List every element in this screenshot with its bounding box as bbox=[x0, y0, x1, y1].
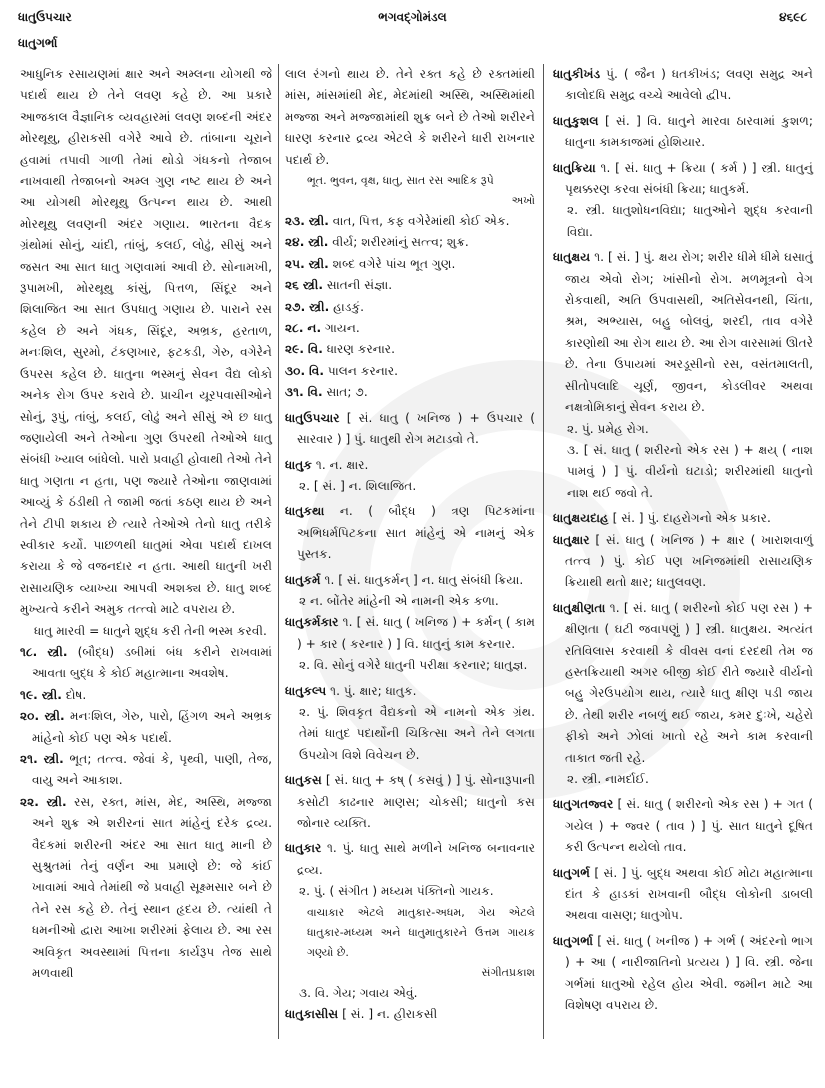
entry-body: ૧. [ સં. ધાતુ ( ખનિજ ) + કર્મન્ ( કામ ) + કાર ( કરનાર ) ] વિ. ધાતુનું કામ કરનાર. bbox=[297, 615, 536, 651]
sense-number: ૨૧. bbox=[20, 752, 38, 766]
sub-sense: ૩. [ સં. ધાતુ ( શરીરનો એક રસ ) + ક્ષય્ ( નાશ પામવું ) ] પું. વીર્યનો ઘટાડો; શરીરમાંથી ધાતુનો નાશ થઈ જવો તે. bbox=[567, 442, 813, 500]
headword: ધાતુકાસીસ bbox=[285, 1007, 339, 1022]
sense-number: ૨૭. bbox=[285, 299, 306, 314]
dictionary-entry bbox=[553, 158, 813, 201]
dictionary-entry bbox=[553, 931, 813, 1017]
paragraph: ધાતુ મારવી = ધાતુને શુદ્ધ કરી તેની ભસ્મ કરવી. bbox=[34, 623, 267, 638]
sense-number: ૨૫. bbox=[285, 256, 305, 271]
sub-sense: ૨ ન. બોંતેર માંહેની એ નામની એક કળા. bbox=[299, 593, 499, 608]
entry-body: ન. ( બૌદ્ધ ) ત્રણ પિટકમાંના અભિધર્મપિટકના સાત માંહેનું એ નામનું એક પુસ્તક. bbox=[297, 504, 535, 562]
grammar-tag: સ્ત્રી. bbox=[308, 214, 329, 229]
dictionary-entry bbox=[285, 770, 535, 834]
dictionary-entry bbox=[553, 508, 813, 529]
sense-entry bbox=[20, 685, 272, 706]
grammar-tag: વિ. bbox=[307, 385, 323, 400]
grammar-tag: ન. bbox=[307, 321, 322, 336]
sub-sense: ૨. સ્ત્રી. ધાતુશોધનવિદ્યા; ધાતુઓને શુદ્ધ કરવાની વિદ્યા. bbox=[567, 203, 813, 239]
grammar-tag: સ્ત્રી. bbox=[47, 644, 68, 659]
entry-body: ૧. પું. ધાતુ સાથે મળીને ખનિજ બનાવનાર દ્રવ્ય. bbox=[297, 841, 536, 877]
left-column bbox=[20, 64, 272, 984]
sense-text: પાલન કરનાર. bbox=[327, 363, 399, 378]
book-title: ભગવદ્ગોમંડલ bbox=[378, 10, 447, 24]
dictionary-entry bbox=[553, 247, 813, 418]
headword: ધાતુઉપચાર bbox=[285, 410, 340, 425]
sub-sense: ૨. સ્ત્રી. નામર્દાઈ. bbox=[567, 772, 649, 786]
sub-sense: ૩. વિ. ગેય; ગવાય એવું. bbox=[299, 985, 418, 1000]
grammar-tag: સ્ત્રી. bbox=[308, 256, 329, 271]
sense-number: ૨૩. bbox=[285, 214, 305, 229]
sense-entry bbox=[285, 339, 535, 360]
headword: ધાતુકુશલ bbox=[553, 113, 599, 128]
entry-body: [ સં. ] પું. બુદ્ધ અથવા કોઈ મોટા મહાત્માના દાંત કે હાડકાં રાખવાની બૌદ્ધ લોકોની ડાબલી અથવા વાસણ; ધાતુગોપ. bbox=[565, 865, 814, 923]
dictionary-entry bbox=[553, 64, 813, 107]
entry-body: ૧. [ સં. ધાતુકર્મન્ ] ન. ધાતુ સંબંધી ક્રિયા. bbox=[324, 572, 524, 587]
dictionary-entry bbox=[553, 598, 813, 769]
sense-number: ૨૨. bbox=[20, 794, 39, 809]
sense-text: સાતની સંજ્ઞા. bbox=[326, 278, 393, 293]
headword: ધાતુકાર bbox=[285, 841, 322, 856]
dictionary-entry bbox=[285, 681, 535, 702]
sense-text: વીર્ય; શરીરમાંનું સત્ત્વ; શુક્ર. bbox=[332, 235, 469, 250]
sense-entry bbox=[20, 792, 272, 985]
headword: ધાતુક bbox=[285, 457, 312, 472]
dictionary-entry bbox=[553, 530, 813, 594]
sense-number: ૩૧. bbox=[285, 385, 304, 400]
headword: ધાતુક્રિયા bbox=[553, 160, 596, 175]
sense-text: રસ, રક્ત, માંસ, મેદ, અસ્થિ, મજ્જા અને શુક્ર એ શરીરનાં સાત માંહેનું દરેક દ્રવ્ય. વૈદકમાં શરીરની અંદર આ સાત ધાતુ માની છે સુશ્રુતમાં તેનું વર્ણન આ પ્રમાણે છે: જે કાંઈ ખાવામાં આવે તેમાંથી જે પ્રવાહી સૂક્ષ્મસાર બને છે તેને રસ કહે છે. તેનું સ્થાન હૃદય છે. ત્યાંથી તે ધમનીઓ દ્વારા આખા શરીરમાં ફેલાય છે. આ રસ અવિકૃત અવસ્થામાં પિત્તના કાર્યરૂપ તેજ સાથે મળવાથી bbox=[32, 794, 273, 981]
entry-body: [ સં. ધાતુ ( ખનિજ ) + ક્ષાર ( ખારાશવાળું તત્ત્વ ) પું. કોઈ પણ ખનિજમાંથી રાસાયણિક ક્રિયાથી થતો ક્ષાર; ધાતુલવણ. bbox=[565, 532, 814, 590]
dictionary-entry bbox=[285, 455, 535, 476]
sub-sense: ૨. પું. ( સંગીત ) મધ્યમ પંક્તિનો ગાયક. bbox=[299, 884, 494, 899]
entry-body: ૧. ન. ક્ષાર. bbox=[315, 457, 369, 472]
dictionary-entry bbox=[285, 1004, 535, 1025]
citation-quote: વાચાકાર એટલે માતુકાર-અધમ, ગેય એટલે ધાતુકાર-મધ્યમ અને ધાતુમાતુકારને ઉત્તમ ગાયક ગણ્યો છે. bbox=[307, 905, 535, 959]
headword: ધાતુકર્મકાર bbox=[285, 615, 339, 630]
sense-entry bbox=[285, 232, 535, 253]
entry-body: [ સં. ] વિ. ધાતુને મારવા ઠારવામાં કુશળ; ધાતુના કામકાજમાં હોશિયાર. bbox=[565, 113, 814, 150]
dictionary-entry bbox=[285, 501, 535, 565]
sense-entry bbox=[20, 749, 272, 792]
entry-body: પું. ( જૈન ) ધતકીખંડ; લવણ સમુદ્ર અને કાલોદધિ સમુદ્ર વચ્ચે આવેલો દ્વીપ. bbox=[565, 67, 814, 103]
sense-number: ૨૬ bbox=[285, 278, 299, 293]
column-divider bbox=[278, 64, 279, 1039]
headword: ધાતુકર્મ bbox=[285, 572, 321, 587]
sub-sense: ૨. પું. શિવકૃત વૈદ્યકનો એ નામનો એક ગ્રંથ. તેમાં ધાતુદ પદાર્થોની ચિકિત્સા અને તેને લગતા ઉપયોગ વિશે વિવેચન છે. bbox=[299, 704, 535, 762]
sense-number: ૨૮. bbox=[285, 321, 304, 336]
sense-number: ૧૮. bbox=[20, 644, 38, 659]
dictionary-entry bbox=[285, 408, 535, 451]
grammar-tag: સ્ત્રી. bbox=[308, 235, 329, 250]
entry-body: [ સં. ] પું. દાહરોગનો એક પ્રકાર. bbox=[612, 511, 771, 526]
headword: ધાતુકલ્પ bbox=[285, 683, 327, 698]
sense-entry bbox=[285, 297, 535, 318]
right-column bbox=[553, 64, 813, 1016]
sense-entry bbox=[285, 361, 535, 382]
sub-sense: ૨. વિ. સોનું વગેરે ધાતુની પરીક્ષા કરનાર; ધાતુજ્ઞ. bbox=[299, 658, 528, 673]
grammar-tag: સ્ત્રી. bbox=[43, 752, 64, 766]
grammar-tag: વિ. bbox=[307, 342, 323, 357]
dictionary-entry bbox=[285, 838, 535, 881]
citation-source: સંગીતપ્રકાશ bbox=[481, 965, 535, 979]
sense-text: હાડકું. bbox=[333, 299, 364, 314]
sense-number: ૩૦. bbox=[285, 363, 306, 378]
sense-text: ભૂત; તત્ત્વ. જેવાં કે, પૃથ્વી, પાણી, તેજ, વાયુ અને આકાશ. bbox=[32, 752, 272, 788]
paragraph: લાલ રંગનો થાય છે. તેને રક્ત કહે છે રક્તમાંથી માંસ, માંસમાંથી મેદ, મેદમાંથી અસ્થિ, અસ્થિમાંથી મજ્જા અને મજ્જામાંથી શુક્ર બને છે તેઓ શરીરને ધારણ કરનાર દ્રવ્ય એટલે કે શરીરને ધારી રાખનાર પદાર્થ છે. bbox=[285, 67, 535, 167]
sense-entry bbox=[20, 706, 272, 749]
sense-entry bbox=[285, 275, 535, 296]
sense-number: ૨૪. bbox=[285, 235, 305, 250]
sense-text: સાત; ૭. bbox=[326, 385, 368, 400]
grammar-tag: વિ. bbox=[308, 363, 324, 378]
entry-body: [ સં. ધાતુ + કષ્ ( કસવું ) ] પું. સોનારૂપાની કસોટી કાઢનાર માણસ; ચોકસી; ધાતુનો કસ જોનાર વ્યક્તિ. bbox=[297, 773, 536, 830]
sense-entry bbox=[20, 642, 272, 685]
entry-body: ૧. પું. ક્ષાર; ધાતુક. bbox=[330, 683, 417, 698]
entry-body: [ સં. ધાતુ ( ખનિજ ) + ઉપચાર ( સારવાર ) ] પું. ધાતુથી રોગ મટાડવો તે. bbox=[297, 410, 536, 447]
paragraph: આધુનિક રસાયણમાં ક્ષાર અને અમ્લના યોગથી જે પદાર્થ થાય છે તેને લવણ કહે છે. આ પ્રકારે આજકાલ વૈજ્ઞાનિક વ્યવહારમાં લવણ શબ્દની અંદર મોરથૂથુ, હીરાકસી વગેરે આવે છે. તાંબાના ચૂરાને હવામાં તપાવી ગાળી તેમાં થોડો ગંધકનો તેજાબ નાખવાથી તેજાબનો અમ્લ ગુણ નષ્ટ થાય છે અને આ યોગથી મોરથૂથુ ઉત્પન્ન થાય છે. આથી મોરથૂથુ લવણની અંદર ગણાય. ભારતના વૈદક ગ્રંથોમાં સોનું, ચાંદી, તાંબું, કલઈ, લોઢું, સીસું અને જસત આ સાત ધાતુ ગણવામાં આવી છે. સોનામખી, રૂપામખી, મોરથૂથુ કાંસું, પિત્તળ, સિંદૂર અને શિલાજિત આ સાત ઉપધાતુ ગણાય છે. પારાને રસ કહેલ છે અને ગંધક, સિંદૂર, અભ્રક, હરતાળ, મનઃશિલ, સુરમો, ટંકણખાર, ફટકડી, ગેરુ, વગેરેને ઉપરસ કહેલ છે. ધાતુના ભસ્મનું સેવન વૈદ્ય લોકો અનેક રોગ ઉપર કરાવે છે. પ્રાચીન યૂરપવાસીઓને સોનું, રૂપું, તાંબું, કલઈ, લોઢું અને સીસું એ છ ધાતુ જણાયેલી અને તેઓના ગુણ ઉપરથી તેઓએ ધાતુ સંબંધી ખ્યાલ બાંધેલો. પારો પ્રવાહી હોવાથી તેઓ તેને ધાતુ ગણતા ન હતા, પણ જ્યારે તેઓના જાણવામાં આવ્યું કે ઠંડીથી તે જામી જતાં કઠણ થાય છે અને તેને ટીપી શકાય છે ત્યારે તેઓએ તેનો ધાતુ તરીકે સ્વીકાર કર્યો. પાછળથી ધાતુમાં એવા પદાર્થ દાખલ કરાયા કે જે વજનદાર ન હતા. આથી ધાતુની ખરી રાસાયણિક વ્યાખ્યા આપવી અશક્ય છે. ધાતુ શબ્દ મુખ્યત્વે કરીને અમુક તત્ત્વો માટે વપરાય છે. bbox=[20, 67, 272, 617]
headword: ધાતુગર્ભા bbox=[553, 933, 594, 948]
sense-number: ૧૯. bbox=[20, 687, 38, 702]
entry-body: [ સં. ] ન. હીરાકસી bbox=[342, 1007, 438, 1022]
sense-text: દોષ. bbox=[65, 687, 87, 702]
sense-text: વાત, પિત્ત, કફ વગેરેમાંથી કોઈ એક. bbox=[332, 214, 510, 229]
entry-body: ૧. [ સં. ] પું. ક્ષય રોગ; શરીર ધીમે ધીમે ઘસાતું જાય એવો રોગ; ખાંસીનો રોગ. મળમૂત્રનો વેગ રોકવાથી, અતિ ઉપવાસથી, અતિસેવનથી, ચિંતા, શ્રમ, અભ્યાસ, બહુ બોલવું, શરદી, તાવ વગેરે કારણોથી આ રોગ થાય છે. આ રોગ વારસામાં ઊતરે છે. તેના ઉપાયમાં અરડૂસીનો રસ, વસંતમાલતી, સીતોપલાદિ ચૂર્ણ, જીવન, કોડલીવર અથવા નક્ષત્રોમિકાનું સેવન કરાય છે. bbox=[565, 250, 814, 415]
sense-entry bbox=[285, 382, 535, 403]
sense-entry bbox=[285, 318, 535, 339]
middle-column bbox=[285, 64, 535, 1025]
entry-body: ૧. [ સં. ધાતુ + ક્રિયા ( કર્મ ) ] સ્ત્રી. ધાતુનું પૃથક્કરણ કરવા સંબંધી ક્રિયા; ધાતુકર્મ. bbox=[565, 160, 813, 197]
sense-text: મનઃશિલ, ગેરુ, પારો, હિંગળ અને અભ્રક માંહેનો કોઈ પણ એક પદાર્થ. bbox=[32, 709, 273, 745]
headword: ધાતુક્ષીણતા bbox=[553, 600, 606, 615]
guide-word-first: ધાતુઉપચાર bbox=[18, 10, 72, 24]
citation-quote: ભૂત. ભુવન, વૃક્ષ, ધાતુ, સાત રસ આદિક રૂપે bbox=[307, 174, 494, 188]
dictionary-entry bbox=[553, 863, 813, 927]
sub-sense: ૨. [ સં. ] ન. શિલાજિત. bbox=[299, 478, 417, 493]
headword: ધાતુગર્ભ bbox=[553, 865, 591, 880]
sense-text: (બૌદ્ધ) ડબીમાં બંધ કરીને રાખવામાં આવતા બુદ્ધ કે કોઈ મહાત્માના અવશેષ. bbox=[32, 644, 273, 681]
sense-number: ૨૦. bbox=[20, 709, 40, 724]
grammar-tag: સ્ત્રી. bbox=[309, 299, 330, 314]
grammar-tag: સ્ત્રી. bbox=[44, 709, 65, 724]
headword: ધાતુક્ષાર bbox=[553, 532, 590, 547]
sense-number: ૨૯. bbox=[285, 342, 304, 357]
sub-sense: ૨. પું. પ્રમેહ રોગ. bbox=[567, 421, 649, 436]
sense-entry bbox=[285, 254, 535, 275]
headword: ધાતુક્ષયદાહ bbox=[553, 511, 609, 526]
headword: ધાતુક્ષય bbox=[553, 250, 591, 265]
headword: ધાતુકીખંડ bbox=[553, 67, 601, 81]
entry-body: [ સં. ધાતુ ( શરીરનો એક રસ ) + ગત ( ગયેલ ) + જ્વર ( તાવ ) ] પું. સાત ધાતુને દૂષિત કરી ઉત્પન્ન થયેલો તાવ. bbox=[565, 797, 813, 855]
grammar-tag: સ્ત્રી. bbox=[302, 278, 323, 293]
sense-text: ગાયન. bbox=[324, 321, 360, 336]
column-divider bbox=[543, 64, 544, 1039]
headword: ધાતુકથા bbox=[285, 504, 325, 519]
grammar-tag: સ્ત્રી. bbox=[46, 794, 67, 809]
dictionary-entry bbox=[285, 612, 535, 655]
sense-text: ધારણ કરનાર. bbox=[326, 342, 395, 357]
grammar-tag: સ્ત્રી. bbox=[41, 687, 62, 702]
sense-entry bbox=[285, 211, 535, 232]
guide-word-last: ધાતુગર્ભા bbox=[18, 36, 58, 50]
entry-body: ૧. [ સં. ધાતુ ( શરીરનો કોઈ પણ રસ ) + ક્ષીણતા ( ઘટી જવાપણું ) ] સ્ત્રી. ધાતુક્ષય. અત્યંત રતિવિલાસ કરવાથી કે વીવસ વનાં દરદથી તેમ જ હસ્તક્રિયાથી અગર બીજી કોઈ રીતે જ્યારે વીર્યનો બહુ ગેરઉપયોગ થાય, ત્યારે ધાતુ ક્ષીણ પડી જાય છે. તેથી શરીર નબળું થઈ જાય, કમર દુઃખે, ચહેરો ફીકો અને ઝોલાં ખાતો રહે અને કામ કરવાની તાકાત જતી રહે. bbox=[565, 600, 813, 765]
headword: ધાતુકસ bbox=[285, 773, 322, 788]
citation-source: અખો bbox=[511, 194, 535, 208]
headword: ધાતુગતજ્વર bbox=[553, 797, 614, 812]
dictionary-entry bbox=[553, 111, 813, 154]
entry-body: [ સં. ધાતુ ( ખનીજ ) + ગર્ભ ( અંદરનો ભાગ ) + આ ( નારીજાતિનો પ્રત્યય ) ] વિ. સ્ત્રી. જેના ગર્ભમાં ધાતુઓ રહેલ હોય એવી. જમીન માટે આ વિશેષણ વપરાય છે. bbox=[565, 933, 814, 1013]
dictionary-entry bbox=[285, 570, 535, 591]
sense-text: શબ્દ વગેરે પાંચ ભૂત ગુણ. bbox=[332, 256, 456, 271]
dictionary-entry bbox=[553, 794, 813, 858]
page-number: ૪૬૯૮ bbox=[779, 10, 807, 24]
